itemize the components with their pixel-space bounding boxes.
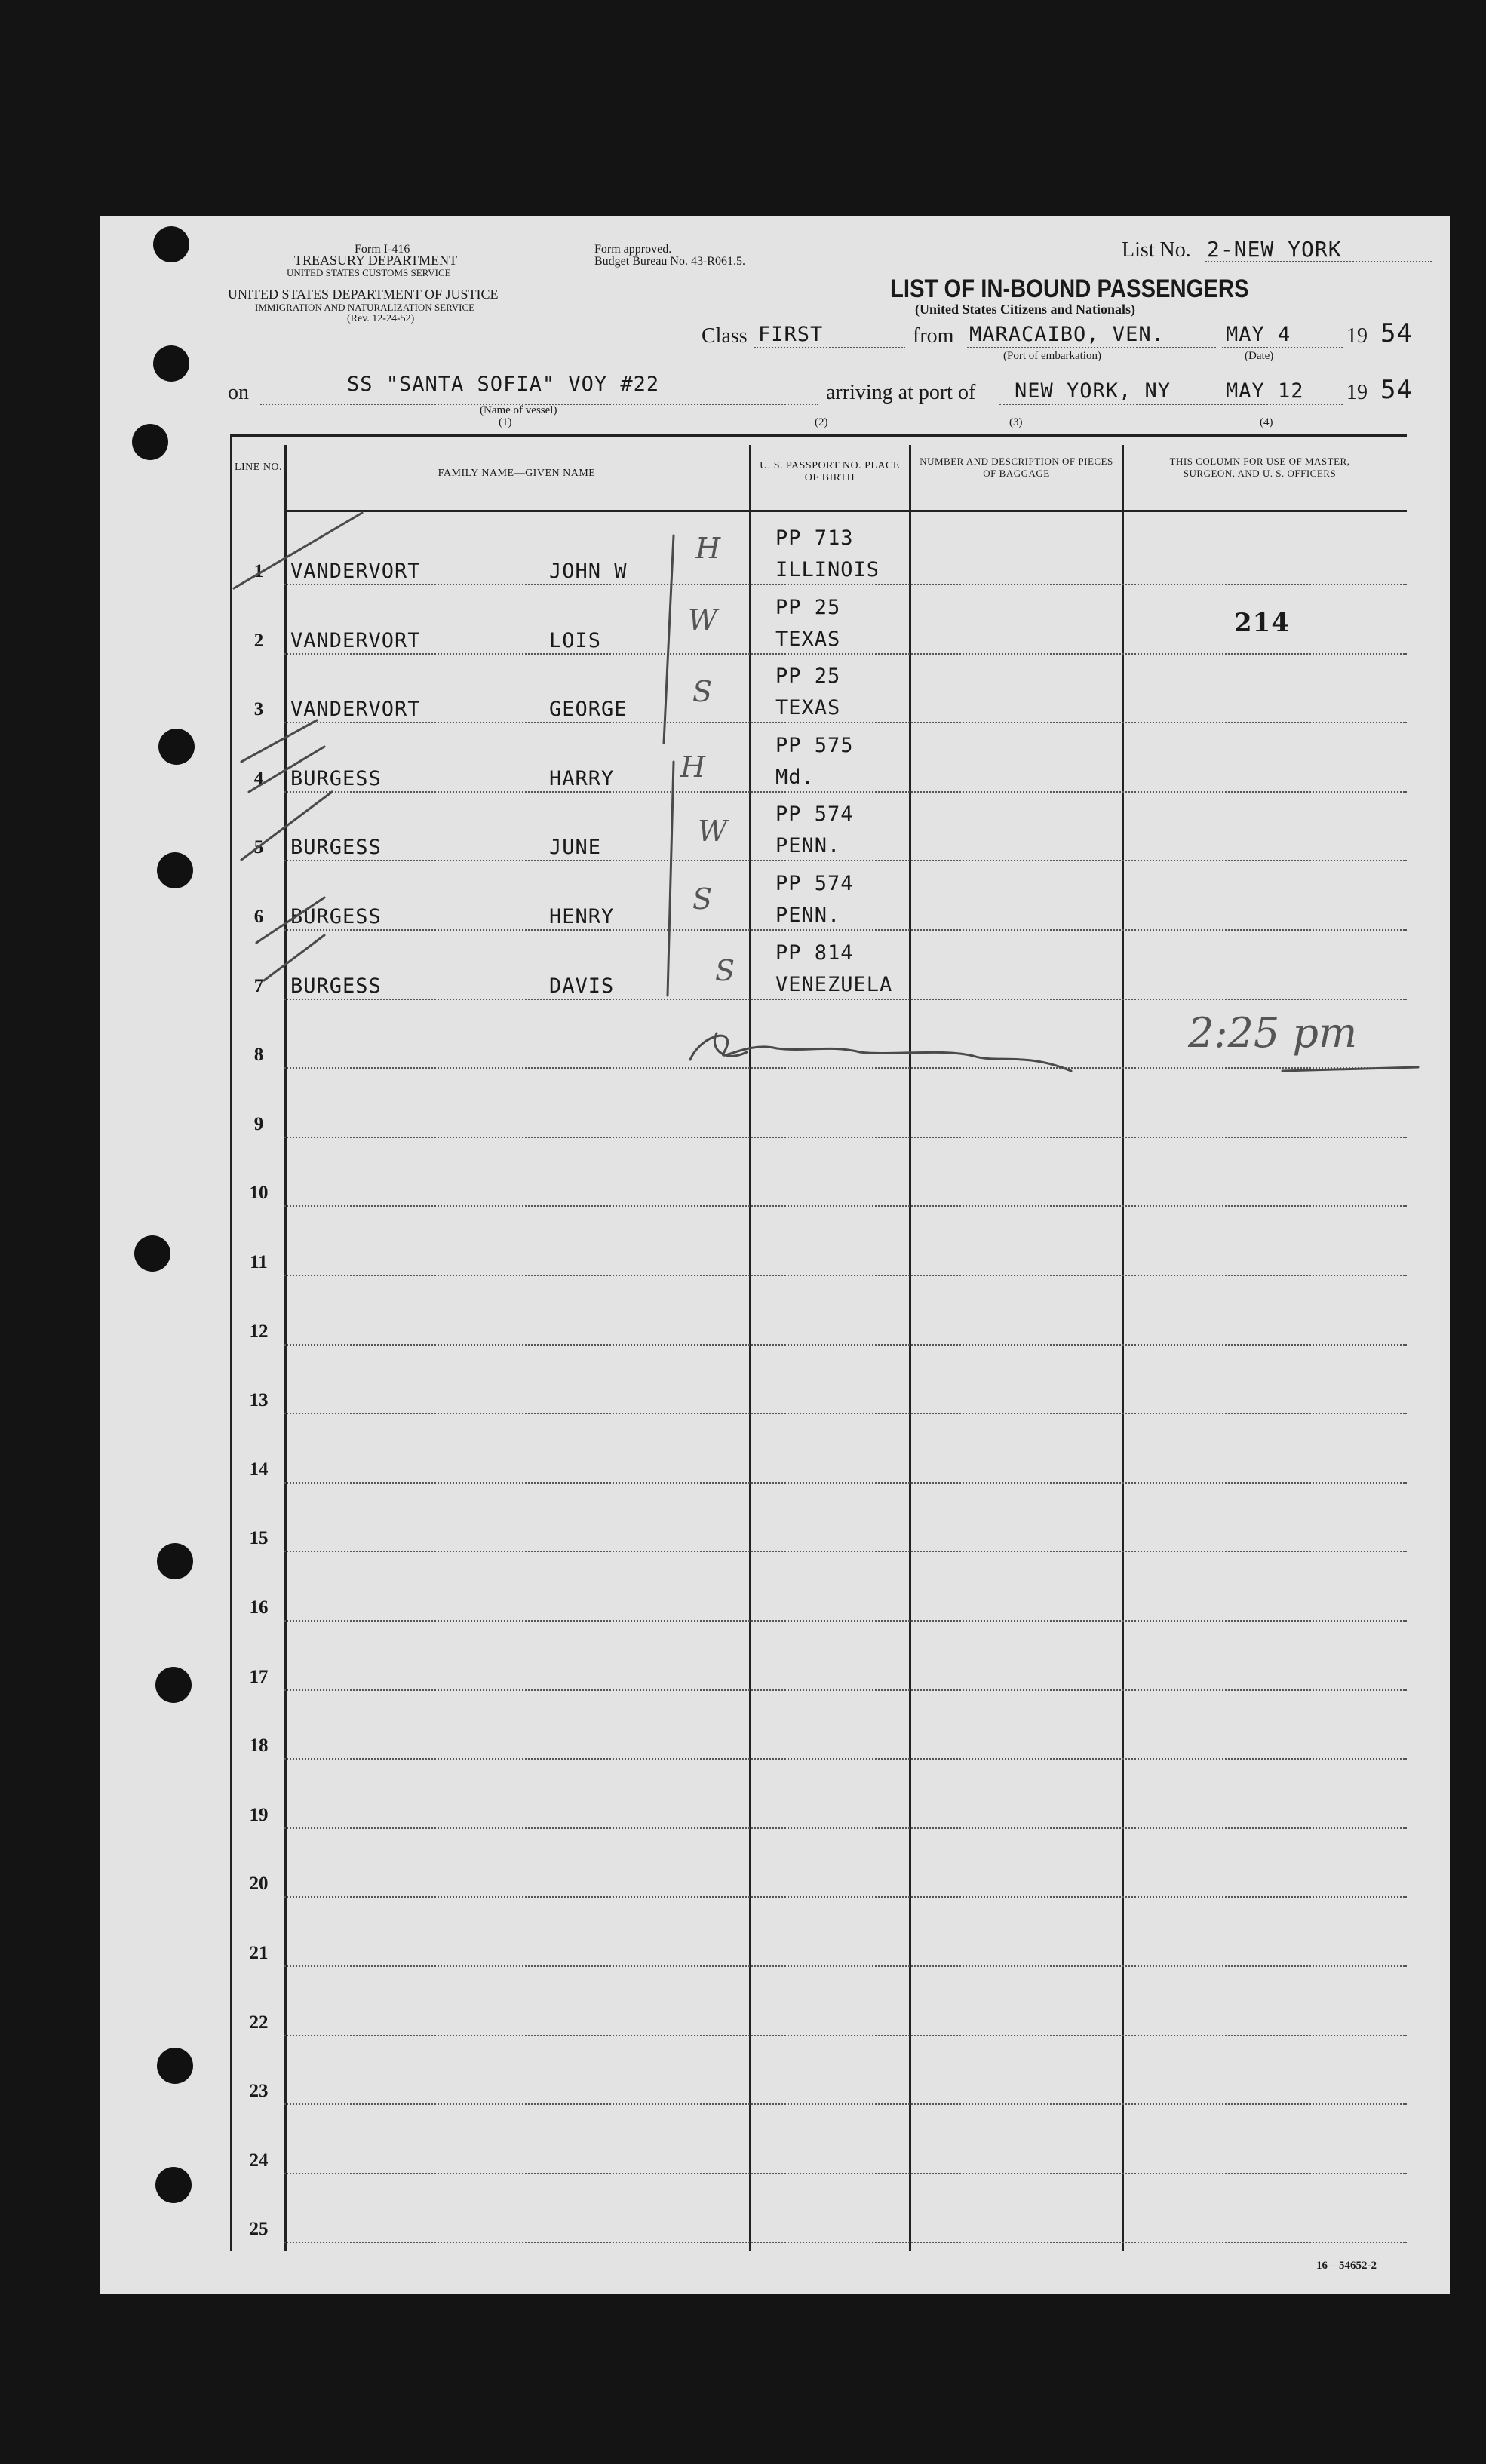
binder-hole bbox=[134, 1235, 170, 1272]
row-dotted-line bbox=[284, 584, 1407, 585]
row-line-number: 9 bbox=[253, 1113, 264, 1134]
binder-hole bbox=[158, 729, 195, 765]
list-no-line bbox=[1205, 261, 1432, 262]
table-divider-name bbox=[284, 445, 287, 2251]
row-line-number: 23 bbox=[249, 2081, 269, 2102]
hand-mark: S bbox=[715, 954, 735, 987]
place-of-birth: TEXAS bbox=[775, 627, 841, 651]
binder-hole bbox=[157, 852, 193, 888]
row-line-number: 5 bbox=[253, 837, 264, 858]
row-line-number: 4 bbox=[253, 768, 264, 789]
row-dotted-line bbox=[284, 1067, 1407, 1069]
hand-mark: S bbox=[692, 882, 713, 916]
row-line-number: 10 bbox=[249, 1183, 269, 1204]
header-baggage: NUMBER AND DESCRIPTION OF PIECES OF BAGGAGE bbox=[920, 456, 1113, 479]
table-divider-officers bbox=[1122, 445, 1124, 2251]
family-name: VANDERVORT bbox=[290, 560, 421, 583]
row-line-number: 13 bbox=[249, 1390, 269, 1411]
arrival-date-line bbox=[1222, 404, 1343, 405]
row-line-number: 1 bbox=[253, 561, 264, 581]
binder-hole bbox=[153, 226, 189, 262]
passport-no: PP 713 bbox=[775, 526, 854, 550]
passport-no: PP 574 bbox=[775, 872, 854, 895]
form-approved: Form approved. bbox=[594, 243, 672, 256]
table-top-rule bbox=[230, 434, 1407, 437]
given-name: GEORGE bbox=[549, 698, 628, 722]
row-line-number: 14 bbox=[249, 1459, 269, 1480]
row-dotted-line bbox=[284, 1344, 1407, 1346]
family-name: VANDERVORT bbox=[290, 698, 421, 722]
row-line-number: 17 bbox=[249, 1666, 269, 1687]
place-of-birth: ILLINOIS bbox=[775, 558, 880, 581]
handwritten-time: 2:25 pm bbox=[1188, 1009, 1358, 1057]
place-of-birth: VENEZUELA bbox=[775, 972, 893, 996]
arrival-date: MAY 12 bbox=[1226, 379, 1304, 403]
row-dotted-line bbox=[284, 999, 1407, 1000]
header-line-no: LINE NO. bbox=[234, 462, 283, 473]
form-sheet bbox=[100, 216, 1450, 2294]
form-id: Form I-416 bbox=[355, 243, 410, 256]
col2-caption: (2) bbox=[815, 416, 828, 428]
binder-hole bbox=[157, 2048, 193, 2084]
table-divider-baggage bbox=[909, 445, 911, 2251]
from-value: MARACAIBO, VEN. bbox=[969, 323, 1165, 346]
passport-no: PP 575 bbox=[775, 733, 854, 757]
passport-no: PP 25 bbox=[775, 595, 841, 619]
passport-no: PP 814 bbox=[775, 940, 854, 965]
given-name: JOHN W bbox=[549, 560, 628, 583]
row-line-number: 24 bbox=[249, 2149, 269, 2171]
table-header-rule bbox=[284, 510, 1407, 512]
row-line-number: 2 bbox=[253, 630, 264, 651]
given-name: DAVIS bbox=[549, 974, 615, 998]
vessel-value: SS "SANTA SOFIA" VOY #22 bbox=[347, 373, 660, 396]
binder-hole bbox=[132, 424, 168, 460]
footer-code: 16—54652-2 bbox=[1316, 2260, 1377, 2272]
family-name: BURGESS bbox=[290, 836, 382, 860]
row-line-number: 12 bbox=[249, 1321, 269, 1342]
binder-hole bbox=[153, 345, 189, 382]
header-name: FAMILY NAME—GIVEN NAME bbox=[438, 468, 596, 479]
arrival-year: 54 bbox=[1380, 375, 1413, 405]
row-line-number: 8 bbox=[253, 1045, 264, 1066]
given-name: LOIS bbox=[549, 628, 602, 652]
place-of-birth: TEXAS bbox=[775, 696, 841, 720]
form-revision: (Rev. 12-24-52) bbox=[347, 313, 415, 324]
from-label: from bbox=[913, 324, 954, 348]
place-of-birth: PENN. bbox=[775, 834, 841, 858]
row-line-number: 15 bbox=[249, 1528, 269, 1549]
arrival-port-line bbox=[999, 404, 1222, 405]
dept-justice: UNITED STATES DEPARTMENT OF JUSTICE bbox=[228, 287, 499, 302]
col3-caption: (3) bbox=[1009, 416, 1023, 428]
row-dotted-line bbox=[284, 1965, 1407, 1967]
arrival-port: NEW YORK, NY bbox=[1015, 379, 1171, 403]
on-label: on bbox=[228, 381, 249, 404]
from-date: MAY 4 bbox=[1226, 323, 1291, 346]
row-dotted-line bbox=[284, 653, 1407, 655]
row-line-number: 22 bbox=[249, 2011, 269, 2033]
row-dotted-line bbox=[284, 722, 1407, 723]
row-dotted-line bbox=[284, 1689, 1407, 1691]
arrival-year-prefix: 19 bbox=[1346, 381, 1368, 404]
table-left-rule bbox=[230, 436, 232, 2251]
place-of-birth: PENN. bbox=[775, 904, 841, 927]
row-dotted-line bbox=[284, 1413, 1407, 1414]
row-dotted-line bbox=[284, 1137, 1407, 1138]
vessel-caption: (Name of vessel) bbox=[480, 404, 557, 416]
header-officers: THIS COLUMN FOR USE OF MASTER, SURGEON, AND U. S. OFFICERS bbox=[1169, 456, 1350, 479]
row-line-number: 25 bbox=[249, 2219, 269, 2240]
row-dotted-line bbox=[284, 791, 1407, 793]
row-line-number: 11 bbox=[250, 1252, 268, 1272]
hand-mark: S bbox=[692, 675, 713, 708]
row-dotted-line bbox=[284, 1896, 1407, 1898]
from-year: 54 bbox=[1380, 318, 1413, 348]
row-dotted-line bbox=[284, 1758, 1407, 1760]
given-name: HENRY bbox=[549, 905, 615, 928]
hand-mark: W bbox=[698, 815, 728, 848]
class-label: Class bbox=[702, 324, 748, 348]
class-line bbox=[754, 347, 905, 348]
given-name: JUNE bbox=[549, 836, 602, 860]
given-name: HARRY bbox=[549, 766, 615, 790]
row-line-number: 7 bbox=[253, 975, 264, 996]
dept-customs: UNITED STATES CUSTOMS SERVICE bbox=[287, 267, 451, 278]
passport-no: PP 25 bbox=[775, 664, 841, 689]
header-passport: U. S. PASSPORT NO. PLACE OF BIRTH bbox=[760, 460, 900, 483]
row-dotted-line bbox=[284, 2035, 1407, 2036]
arriving-label: arriving at port of bbox=[826, 381, 976, 404]
row-dotted-line bbox=[284, 2242, 1407, 2243]
page-subtitle: (United States Citizens and Nationals) bbox=[915, 302, 1136, 317]
row-line-number: 21 bbox=[249, 1943, 269, 1963]
binder-hole bbox=[155, 1667, 192, 1703]
list-no-value: 2-NEW YORK bbox=[1207, 237, 1342, 262]
row-dotted-line bbox=[284, 2103, 1407, 2105]
family-name: BURGESS bbox=[290, 905, 382, 928]
row-line-number: 18 bbox=[249, 1735, 269, 1757]
row-dotted-line bbox=[284, 929, 1407, 931]
row-dotted-line bbox=[284, 1551, 1407, 1552]
officer-stamp: 214 bbox=[1234, 608, 1290, 638]
row-line-number: 3 bbox=[253, 699, 264, 720]
row-line-number: 6 bbox=[253, 907, 264, 927]
family-name: BURGESS bbox=[290, 974, 382, 998]
budget-bureau: Budget Bureau No. 43-R061.5. bbox=[594, 255, 745, 268]
binder-hole bbox=[155, 2167, 192, 2203]
from-date-line bbox=[1222, 347, 1343, 348]
hand-mark: H bbox=[680, 750, 706, 784]
row-dotted-line bbox=[284, 1620, 1407, 1622]
row-dotted-line bbox=[284, 1827, 1407, 1829]
from-year-prefix: 19 bbox=[1346, 324, 1368, 348]
class-value: FIRST bbox=[758, 323, 824, 346]
row-dotted-line bbox=[284, 2173, 1407, 2174]
col1-caption: (1) bbox=[499, 416, 512, 428]
row-line-number: 19 bbox=[249, 1804, 269, 1825]
row-dotted-line bbox=[284, 1482, 1407, 1484]
place-of-birth: Md. bbox=[775, 765, 815, 789]
dept-ins: IMMIGRATION AND NATURALIZATION SERVICE bbox=[255, 302, 475, 313]
from-line bbox=[967, 347, 1216, 348]
col4-caption: (4) bbox=[1260, 416, 1273, 428]
row-dotted-line bbox=[284, 1275, 1407, 1276]
page-title: LIST OF IN-BOUND PASSENGERS bbox=[890, 275, 1249, 303]
family-name: VANDERVORT bbox=[290, 628, 421, 652]
date-caption: (Date) bbox=[1245, 350, 1274, 362]
row-line-number: 16 bbox=[249, 1597, 269, 1618]
family-name: BURGESS bbox=[290, 766, 382, 790]
table-divider-passport bbox=[749, 445, 751, 2251]
list-no-label: List No. bbox=[1122, 238, 1191, 262]
dept-treasury: TREASURY DEPARTMENT bbox=[294, 253, 458, 268]
row-dotted-line bbox=[284, 860, 1407, 861]
row-line-number: 20 bbox=[249, 1873, 269, 1895]
row-dotted-line bbox=[284, 1205, 1407, 1207]
binder-hole bbox=[157, 1543, 193, 1579]
port-embark-caption: (Port of embarkation) bbox=[1003, 350, 1101, 362]
passport-no: PP 574 bbox=[775, 802, 854, 827]
hand-mark: W bbox=[688, 603, 718, 637]
hand-mark: H bbox=[695, 532, 721, 565]
